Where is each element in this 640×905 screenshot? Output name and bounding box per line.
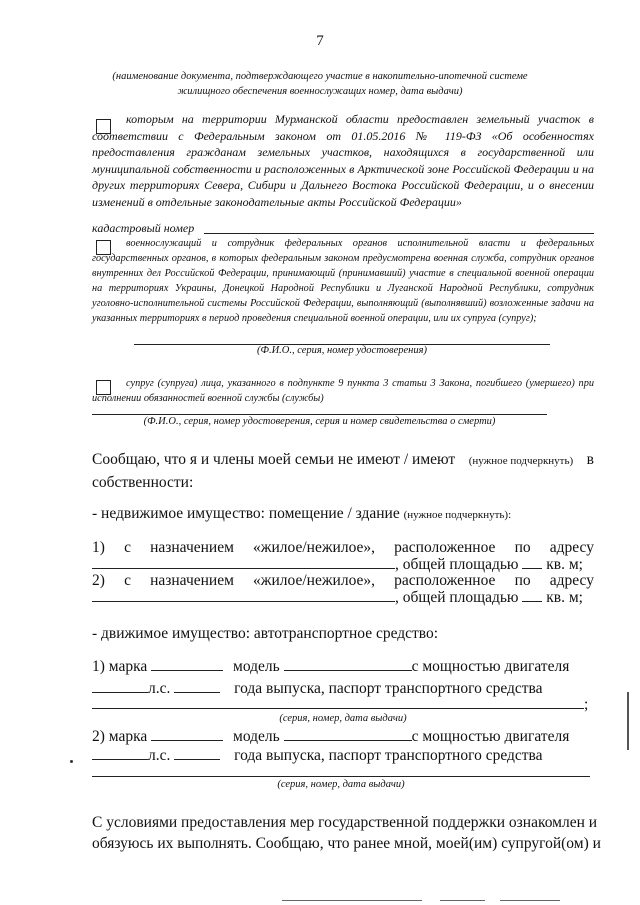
realty-row2-unit: кв. м;	[546, 589, 583, 606]
car1-model-label: модель	[233, 658, 280, 675]
conditions-line2: обязуюсь их выполнять. Сообщаю, что ранее мной, моей(им) супругой(ом) и	[92, 835, 601, 852]
realty-row2-w6: адресу	[549, 572, 594, 589]
spouse-caption: (Ф.И.О., серия, номер удостоверения, серия и номер свидетельства о смерти)	[143, 416, 496, 427]
car2-year-field[interactable]	[174, 745, 220, 760]
spouse-name-field[interactable]	[92, 414, 547, 415]
realty-row1-unit: кв. м;	[546, 556, 583, 573]
car2-model-label: модель	[233, 728, 280, 745]
car2-line2	[92, 745, 594, 766]
car1-passport-field[interactable]	[92, 694, 584, 709]
realty-row1-address-field[interactable]	[92, 554, 395, 569]
car2-brand-label: 2) марка	[92, 728, 148, 745]
document-note-line1: (наименование документа, подтверждающего участие в накопительно-ипотечной системе	[112, 71, 528, 82]
realty-row2-w3: «жилое/нежилое»,	[253, 572, 376, 589]
report-statement	[92, 449, 594, 493]
bottom-rule-right	[500, 900, 560, 901]
realty-row1-num: 1)	[92, 539, 105, 556]
military-text-body: военнослужащий и сотрудник федеральных органов исполнительной власти и федеральных государственных органов, в которых федеральным законом предусмотрена военная служба, сотрудник органов внутренних дел Российской Федерации, принимающий (принимавший) участие в специальной военной операции на территориях Украины, Донецкой Народной Республики и Луганской Народной Республики, сотрудник уголовно-исполнительной системы Российской Федерации, выполняющий (выполнявший) возложенные задачи на указанных территориях в период проведения специальной военной операции, или их супруга (супруг);	[92, 238, 594, 324]
spouse-text	[92, 376, 594, 406]
cadastral-label: кадастровый номер	[92, 221, 195, 235]
spouse-text-body: супруг (супруга) лица, указанного в подпункте 9 пункта 3 статьи 3 Закона, погибшего (умершего) при исполнении обязанностей военной службы (службы)	[92, 378, 594, 404]
car2-power-label: с мощностью двигателя	[411, 728, 570, 745]
page-number: 7	[316, 33, 324, 49]
realty-row2-area-field[interactable]	[522, 587, 542, 602]
realty-row2-w2: назначением	[150, 572, 234, 589]
car2-brand-field[interactable]	[151, 726, 223, 741]
cadastral-number-field[interactable]	[204, 233, 594, 234]
car2-line1	[92, 726, 594, 747]
realty-heading-hint: (нужное подчеркнуть):	[403, 509, 512, 521]
document-note-line2: жилищного обеспечения военнослужащих номер, дата выдачи)	[177, 86, 463, 97]
realty-row1-w4: расположенное	[394, 539, 496, 556]
document-note	[60, 69, 580, 99]
car2-hp-label: л.с.	[148, 747, 171, 764]
car1-end: ;	[584, 696, 589, 713]
report-line1-end: в	[586, 451, 594, 468]
realty-row2-address-field[interactable]	[92, 587, 395, 602]
car1-power-field[interactable]	[92, 678, 148, 693]
report-line1-hint: (нужное подчеркнуть)	[468, 455, 574, 467]
car1-year-field[interactable]	[174, 678, 220, 693]
realty-row1-area-label: , общей площадью	[395, 556, 519, 573]
realty-row2-num: 2)	[92, 572, 105, 589]
bottom-rule-left	[282, 900, 422, 901]
car1-year-label: года выпуска, паспорт транспортного средства	[234, 680, 543, 697]
realty-row2-w4: расположенное	[394, 572, 496, 589]
realty-row1-w5: по	[514, 539, 531, 556]
movables-heading: - движимое имущество: автотранспортное средство:	[92, 625, 439, 642]
realty-row1-w3: «жилое/нежилое»,	[253, 539, 376, 556]
car1-model-field[interactable]	[284, 656, 412, 671]
murmansk-land-text-body: которым на территории Мурманской области предоставлен земельный участок в соответствии с Федеральным законом от 01.05.2016 № 119-ФЗ «Об особенностях предоставления гражданам земельных участков, находящихся в государственной или муниципальной собственности и расположенных в Арктической зоне Российской Федерации и на других территориях Севера, Сибири и Дальнего Востока Российской Федерации, и о внесении изменений в отдельные законодательные акты Российской Федерации»	[92, 112, 594, 209]
military-text	[92, 236, 594, 326]
car1-line3	[92, 694, 594, 715]
realty-row2-area-label: , общей площадью	[395, 589, 519, 606]
realty-heading-text: - недвижимое имущество: помещение / здание	[92, 505, 400, 522]
realty-row2-w5: по	[514, 572, 531, 589]
car1-brand-field[interactable]	[151, 656, 223, 671]
realty-heading	[92, 503, 511, 526]
car2-model-field[interactable]	[284, 726, 412, 741]
car1-caption: (серия, номер, дата выдачи)	[279, 713, 407, 724]
murmansk-land-text	[92, 111, 594, 210]
car1-brand-label: 1) марка	[92, 658, 148, 675]
car2-year-label: года выпуска, паспорт транспортного средства	[234, 747, 543, 764]
bottom-rule-mid	[440, 900, 485, 901]
realty-row1-w2: назначением	[150, 539, 234, 556]
scan-edge-mark	[627, 692, 629, 750]
report-line1-text: Сообщаю, что я и члены моей семьи не имеют / имеют	[92, 451, 456, 468]
car1-hp-label: л.с.	[148, 680, 171, 697]
car1-power-label: с мощностью двигателя	[411, 658, 570, 675]
scan-dot-mark	[70, 760, 73, 763]
realty-row2-w1: с	[124, 572, 131, 589]
car2-passport-field[interactable]	[92, 776, 590, 777]
realty-row-2-area	[92, 587, 594, 608]
report-line2: собственности:	[92, 474, 194, 491]
realty-row1-w6: адресу	[549, 539, 594, 556]
realty-row1-area-field[interactable]	[522, 554, 542, 569]
realty-row1-w1: с	[124, 539, 131, 556]
car2-power-field[interactable]	[92, 745, 148, 760]
conditions-line1: С условиями предоставления мер государственной поддержки ознакомлен и	[92, 814, 598, 831]
car1-line1	[92, 656, 594, 677]
car2-caption: (серия, номер, дата выдачи)	[277, 779, 405, 790]
conditions-text	[92, 812, 601, 854]
military-caption: (Ф.И.О., серия, номер удостоверения)	[257, 345, 427, 356]
